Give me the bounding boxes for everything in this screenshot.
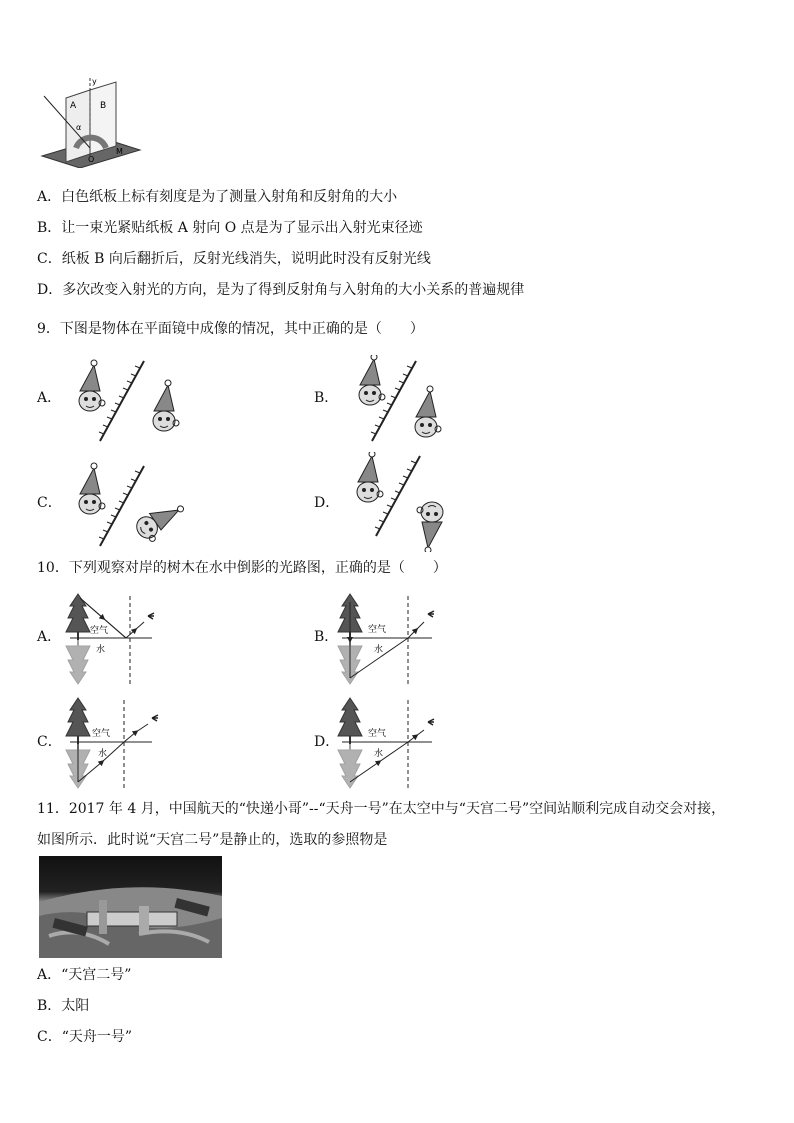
q9-stem: 9．下图是物体在平面镜中成像的情况，其中正确的是（ ） xyxy=(37,321,424,337)
q10-stem: 10．下列观察对岸的树木在水中倒影的光路图，正确的是（ ） xyxy=(37,560,447,576)
q10-d-water: 水 xyxy=(374,749,384,759)
q9-figure-b xyxy=(350,355,470,449)
reflection-apparatus-figure xyxy=(40,74,144,168)
q11-stem-line1: 11．2017 年 4 月，中国航天的“快递小哥”--“天舟一号”在太空中与“天宫二号”空间站顺利完成自动交会对接， xyxy=(37,801,726,817)
q11-option-b[interactable]: B．太阳 xyxy=(37,998,90,1014)
q9-label-b[interactable]: B． xyxy=(314,390,339,406)
q11-option-c[interactable]: C．“天舟一号” xyxy=(37,1029,133,1045)
q10-b-water: 水 xyxy=(374,645,384,655)
q9-label-c[interactable]: C． xyxy=(37,495,62,511)
q8-option-b[interactable]: B．让一束光紧贴纸板 A 射向 O 点是为了显示出入射光束径迹 xyxy=(37,220,423,236)
q10-a-air: 空气 xyxy=(90,626,109,636)
fig-label-b: B xyxy=(100,101,107,111)
q10-c-water: 水 xyxy=(98,749,108,759)
q10-label-d[interactable]: D． xyxy=(314,734,340,750)
space-station-photo xyxy=(39,856,222,958)
fig-label-o: O xyxy=(88,155,95,164)
q9-label-a[interactable]: A． xyxy=(37,390,62,406)
q9-label-d[interactable]: D． xyxy=(314,495,340,511)
q10-c-air: 空气 xyxy=(92,729,111,739)
q8-option-d[interactable]: D．多次改变入射光的方向，是为了得到反射角与入射角的大小关系的普遍规律 xyxy=(37,282,525,298)
q10-label-a[interactable]: A． xyxy=(37,629,62,645)
fig-label-a: A xyxy=(70,101,77,111)
q10-figure-c xyxy=(60,696,170,794)
q8-option-c[interactable]: C．纸板 B 向后翻折后，反射光线消失，说明此时没有反射光线 xyxy=(37,251,431,267)
q10-figure-a xyxy=(60,592,170,690)
fig-label-angle: α xyxy=(76,123,82,132)
q11-stem-line2: 如图所示．此时说“天宫二号”是静止的，选取的参照物是 xyxy=(37,832,388,848)
q10-figure-b xyxy=(332,592,448,690)
q9-figure-c xyxy=(70,460,190,554)
fig-label-m: M xyxy=(116,147,123,156)
q10-figure-d xyxy=(332,696,448,794)
q9-figure-a xyxy=(70,355,190,449)
q10-label-b[interactable]: B． xyxy=(314,629,339,645)
q9-figure-d xyxy=(350,452,470,556)
q11-option-a[interactable]: A．“天宫二号” xyxy=(37,967,132,983)
q10-a-water: 水 xyxy=(96,645,106,655)
fig-label-y: y xyxy=(92,77,97,86)
q10-label-c[interactable]: C． xyxy=(37,734,62,750)
q8-option-a[interactable]: A．白色纸板上标有刻度是为了测量入射角和反射角的大小 xyxy=(37,189,398,205)
q10-b-air: 空气 xyxy=(368,625,387,635)
q10-d-air: 空气 xyxy=(368,729,387,739)
